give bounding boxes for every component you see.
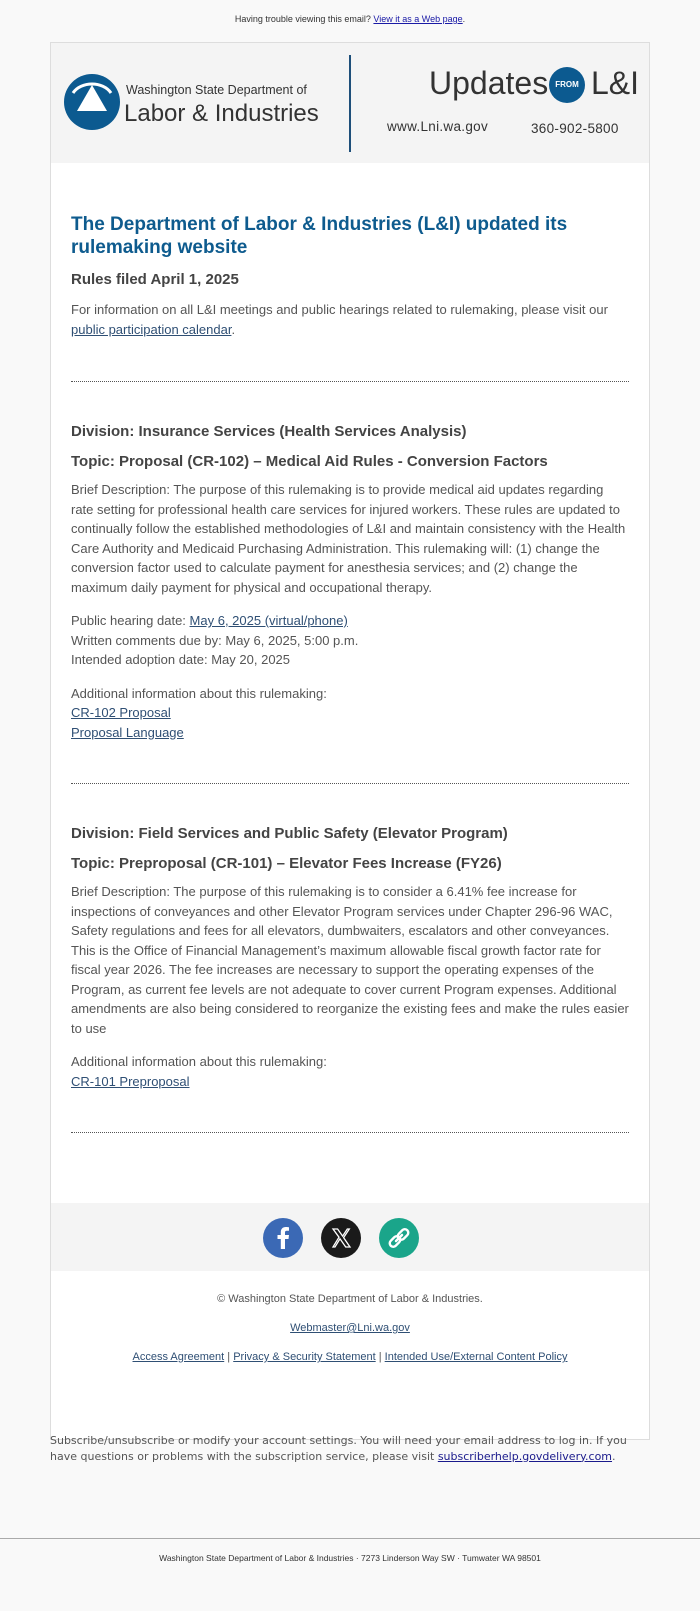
access-agreement-link[interactable]: Access Agreement <box>132 1351 225 1363</box>
preheader-text: Having trouble viewing this email? <box>234 14 371 24</box>
section-description: Brief Description: The purpose of this rulemaking is to provide medical aid updates regarding rate setting for professional health care services for injured workers. These rules are updated to continually follow the established methodologies of L&I and maintain consistency with the Health Care Authority and Medicaid Purchasing Administration. This rulemaking will: (1) change the conversion factor used to calculate payment for anesthesia services; and (2) change the maximum daily payment for physical and occupational therapy. <box>71 482 626 595</box>
copyright: © Washington State Department of Labor & Industries. <box>217 1293 483 1305</box>
email-header <box>51 43 649 163</box>
header-divider <box>349 55 351 152</box>
social-bar <box>51 1203 649 1271</box>
hearing-date-link[interactable]: May 6, 2025 (virtual/phone) <box>189 613 348 628</box>
cr-102-proposal-link[interactable]: CR-102 Proposal <box>71 705 171 720</box>
email-footer <box>51 1293 649 1380</box>
proposal-language-link[interactable]: Proposal Language <box>71 724 184 740</box>
logo-department-line: Washington State Department of <box>126 83 307 97</box>
subscription-notice: Subscribe/unsubscribe or modify your account settings. You will need your email address to log in. If you have questions or problems with the subscription service, please visit subscriberhelp.govdelivery.com. <box>50 1434 627 1463</box>
webmaster-email-link[interactable]: Webmaster@Lni.wa.gov <box>290 1322 410 1334</box>
subscriber-help-link[interactable]: subscriberhelp.govdelivery.com <box>437 1449 613 1463</box>
main-content <box>71 213 629 1133</box>
header-website: www.Lni.wa.gov <box>387 119 488 134</box>
header-phone: 360-902-5800 <box>531 121 619 136</box>
page-title: The Department of Labor & Industries (L&I) updated its rulemaking website <box>71 214 568 258</box>
divider <box>71 783 629 784</box>
cr-101-preproposal-link[interactable]: CR-101 Preproposal <box>71 1073 190 1089</box>
hearing-line: Public hearing date: May 6, 2025 (virtual/phone) <box>71 613 348 628</box>
additional-info-label: Additional information about this rulemaking: <box>71 685 327 701</box>
privacy-statement-link[interactable]: Privacy & Security Statement <box>233 1351 376 1363</box>
comments-due: Written comments due by: May 6, 2025, 5:00 p.m. <box>71 632 359 648</box>
participation-calendar-link[interactable]: public participation calendar <box>71 321 232 337</box>
intro-paragraph: For information on all L&I meetings and public hearings related to rulemaking, please visit our public participation calendar. <box>71 302 608 337</box>
content-policy-link[interactable]: Intended Use/External Content Policy <box>384 1351 568 1363</box>
section-division: Division: Field Services and Public Safety (Elevator Program) <box>71 825 508 842</box>
bottom-divider <box>0 1538 700 1539</box>
email-card <box>50 42 650 1440</box>
rules-filed-heading: Rules filed April 1, 2025 <box>71 271 239 288</box>
lni-logo-icon <box>63 73 121 131</box>
from-badge: FROM <box>549 67 585 103</box>
section-topic: Topic: Proposal (CR-102) – Medical Aid Rules - Conversion Factors <box>71 453 548 470</box>
view-web-page-link[interactable]: View it as a Web page <box>373 14 463 24</box>
link-icon[interactable] <box>379 1218 419 1258</box>
preheader: Having trouble viewing this email? View it as a Web page. <box>234 14 466 24</box>
x-icon[interactable] <box>321 1218 361 1258</box>
updates-word: Updates <box>429 65 549 101</box>
section-topic: Topic: Preproposal (CR-101) – Elevator Fees Increase (FY26) <box>71 855 502 872</box>
logo-agency-name: Labor & Industries <box>124 100 319 127</box>
additional-info-label: Additional information about this rulemaking: <box>71 1054 327 1069</box>
divider <box>71 381 629 382</box>
facebook-icon[interactable] <box>263 1218 303 1258</box>
section-description: Brief Description: The purpose of this rulemaking is to consider a 6.41% fee increase for inspections of conveyances and other Elevator Program services under Chapter 296-96 WAC, Safety regulations and fees for all elevators, dumbwaiters, escalators and other conveyances. This is the Office of Financial Management’s maximum allowable fiscal growth factor rate for fiscal year 2026. The fee increases are necessary to support the operating expenses of the Program, as current fee levels are not adequate to cover current Program expenses. Additional amendments are also being considered to reorganize the existing fees and make the rules easier to use <box>71 884 629 1036</box>
divider <box>71 1132 629 1133</box>
postal-address: Washington State Department of Labor & Industries · 7273 Linderson Way SW · Tumwater WA 98501 <box>159 1553 541 1563</box>
footer-links: Access Agreement | Privacy & Security Statement | Intended Use/External Content Policy <box>132 1351 568 1363</box>
section-division: Division: Insurance Services (Health Services Analysis) <box>71 423 467 440</box>
brand-word: L&I <box>591 65 640 101</box>
adoption-date: Intended adoption date: May 20, 2025 <box>71 652 291 667</box>
